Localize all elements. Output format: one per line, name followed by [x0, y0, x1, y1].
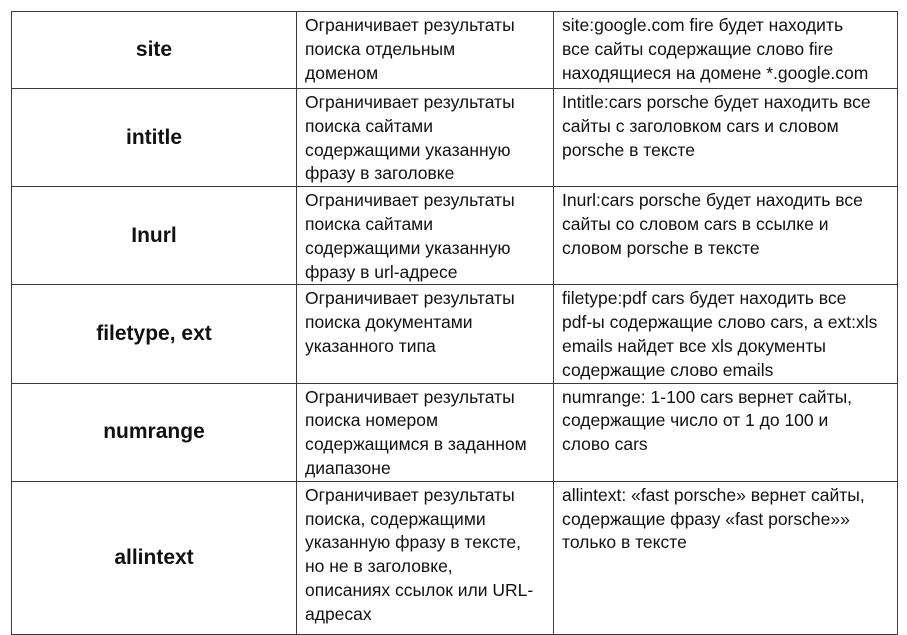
example-cell [554, 12, 898, 89]
example-line: содержащие слово emails [562, 359, 774, 380]
example-line: filetype:pdf cars будет находить все [562, 288, 847, 309]
table-row-filetype [12, 285, 898, 383]
operator-cell: numrange [12, 383, 297, 481]
description-line: содержащими указанную [305, 237, 511, 258]
operator-cell: filetype, ext [12, 285, 297, 383]
example-cell [554, 383, 898, 481]
description-line: поиска, содержащими [305, 508, 486, 529]
description-line: Ограничивает результаты [305, 190, 515, 211]
table-row-site [12, 12, 898, 89]
description-line: поиска сайтами [305, 213, 433, 234]
example-line: содержащие фразу «fast porsche»» [562, 508, 850, 529]
example-line: сайты со словом cars в ссылке и [562, 213, 829, 234]
example-line: находящиеся на домене *.google.com [562, 62, 869, 83]
example-line: pdf-ы содержащие слово cars, а ext:xls [562, 312, 878, 333]
description-cell [297, 89, 554, 187]
description-line: поиска сайтами [305, 115, 433, 136]
description-line: содержащими указанную [305, 139, 511, 160]
description-line: доменом [305, 62, 379, 83]
example-cell [554, 89, 898, 187]
description-line: но не в заголовке, [305, 556, 453, 577]
description-line: диапазоне [305, 457, 391, 478]
description-line: Ограничивает результаты [305, 15, 515, 35]
example-cell [554, 285, 898, 383]
description-cell [297, 187, 554, 285]
operator-cell: intitle [12, 89, 297, 187]
description-line: поиска номером [305, 410, 439, 431]
description-line: указанного типа [305, 335, 436, 356]
description-cell [297, 481, 554, 634]
description-line: Ограничивает результаты [305, 484, 515, 505]
operator-cell: allintext [12, 481, 297, 634]
table-row-allintext [12, 481, 898, 634]
description-cell [297, 12, 554, 89]
example-line: Inurl:cars porsche будет находить все [562, 190, 863, 211]
description-line: поиска отдельным [305, 38, 456, 59]
example-line: allintext: «fast porsche» вернет сайты, [562, 484, 865, 505]
description-line: Ограничивает результаты [305, 92, 515, 112]
description-line: фразу в заголовке [305, 163, 455, 184]
example-line: словом porsche в тексте [562, 237, 760, 258]
example-line: Intitle:cars porsche будет находить все [562, 92, 871, 112]
example-cell [554, 481, 898, 634]
operator-cell: site [12, 12, 297, 89]
description-line: описаниях ссылок или URL- [305, 579, 534, 600]
example-line: содержащие число от 1 до 100 и [562, 410, 829, 431]
example-line: porsche в тексте [562, 139, 695, 160]
example-line: слово cars [562, 434, 648, 455]
search-operators-table [11, 11, 898, 635]
table-row-inurl [12, 187, 898, 285]
example-line: сайты с заголовком cars и словом [562, 115, 839, 136]
description-line: поиска документами [305, 312, 473, 333]
description-line: Ограничивает результаты [305, 386, 515, 407]
description-cell [297, 383, 554, 481]
example-line: emails найдет все xls документы [562, 335, 826, 356]
description-line: Ограничивает результаты [305, 288, 515, 309]
description-line: адресах [305, 603, 372, 624]
description-line: фразу в url-адресе [305, 261, 458, 282]
example-line: numrange: 1-100 cars вернет сайты, [562, 386, 853, 407]
example-line: только в тексте [562, 532, 687, 553]
description-line: содержащимся в заданном [305, 434, 527, 455]
table-row-intitle [12, 89, 898, 187]
example-line: все сайты содержащие слово fire [562, 38, 834, 59]
operator-cell: Inurl [12, 187, 297, 285]
description-line: указанную фразу в тексте, [305, 532, 521, 553]
example-cell [554, 187, 898, 285]
example-line: site:google.com fire будет находить [562, 15, 844, 35]
description-cell [297, 285, 554, 383]
table-row-numrange [12, 383, 898, 481]
